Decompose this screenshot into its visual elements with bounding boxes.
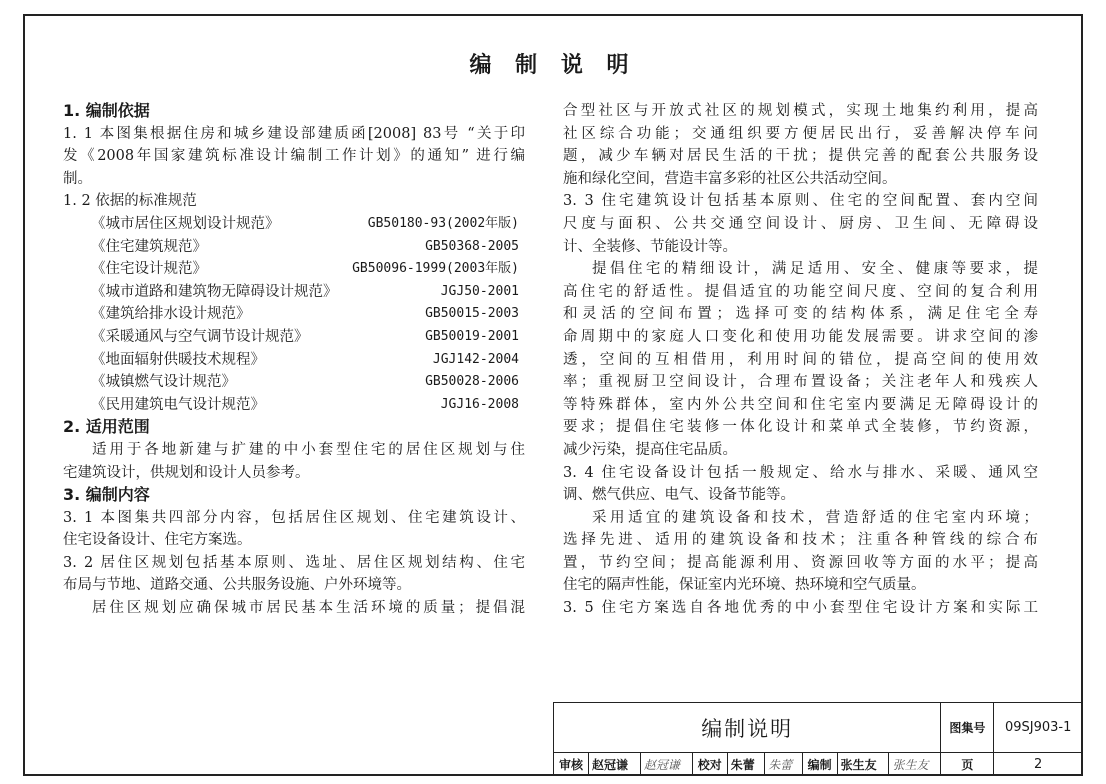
section-heading-3: 3. 编制内容 — [63, 485, 150, 505]
paragraph-line: 宅建筑设计，供规划和设计人员参考。 — [63, 464, 310, 481]
paragraph-line: 适用于各地新建与扩建的中小套型住宅的居住区规划与住 — [92, 441, 525, 458]
title-block — [553, 702, 1083, 776]
paragraph-line: 居住区规划应确保城市居民基本生活环境的质量；提倡混 — [92, 600, 525, 617]
check-label: 校对 — [692, 753, 727, 776]
paragraph-line: 1. 1 本图集根据住房和城乡建设部建质函[2008] 83号 “关于印 — [63, 125, 525, 142]
paragraph-line: 合型社区与开放式社区的规划模式，实现土地集约利用，提高 — [563, 103, 1038, 119]
checker-name: 朱蕾 — [727, 753, 764, 776]
paragraph-line: 制。 — [63, 170, 92, 187]
paragraph-line: 尺度与面积、公共交通空间设计、厨房、卫生间、无障碍设 — [563, 215, 1038, 232]
reviewer-name: 赵冠谦 — [589, 753, 641, 776]
standard-code: JGJ50-2001 — [440, 283, 519, 299]
left-column — [63, 100, 525, 620]
standard-name: 《采暖通风与空气调节设计规范》 — [91, 328, 309, 345]
paragraph-line: 提倡住宅的精细设计，满足适用、安全、健康等要求，提 — [592, 261, 1038, 278]
standard-name: 《城镇燃气设计规范》 — [91, 374, 236, 391]
paragraph-line: 要求；提倡住宅装修一体化设计和菜单式全装修，节约资源， — [563, 419, 1038, 436]
standard-code: JGJ16-2008 — [440, 396, 519, 412]
right-column — [563, 100, 1038, 620]
page-number: 2 — [994, 753, 1083, 776]
paragraph-line: 高住宅的舒适性。提倡适宜的功能空间尺度、空间的复合利用 — [563, 283, 1038, 300]
paragraph-line: 施和绿化空间，营造丰富多彩的社区公共活动空间。 — [563, 170, 897, 187]
standard-name: 《建筑给排水设计规范》 — [91, 306, 251, 323]
paragraph-line: 调、燃气供应、电气、设备节能等。 — [563, 487, 795, 504]
paragraph-line: 置，节约空间；提高能源利用、资源回收等方面的水平；提高 — [563, 554, 1038, 571]
design-label: 编制 — [802, 753, 837, 776]
paragraph-line: 住宅设备设计、住宅方案选。 — [63, 532, 252, 549]
standard-code: GB50180-93(2002年版) — [367, 215, 519, 231]
standard-name: 《住宅设计规范》 — [91, 261, 207, 278]
paragraph-line: 等特殊群体，室内外公共空间和住宅室内要满足无障碍设计的 — [563, 396, 1038, 413]
standard-code: GB50019-2001 — [425, 328, 519, 344]
paragraph-line: 选择先进、适用的建筑设备和技术；注重各种管线的综合布 — [563, 532, 1038, 549]
paragraph-line: 3. 5 住宅方案选自各地优秀的中小套型住宅设计方案和实际工 — [563, 600, 1038, 617]
standard-row — [63, 281, 525, 304]
paragraph-line: 计、全装修、节能设计等。 — [563, 238, 737, 255]
standard-row — [63, 371, 525, 394]
reviewer-signature: 赵冠谦 — [640, 753, 692, 776]
standard-name: 《城市道路和建筑物无障碍设计规范》 — [91, 283, 338, 300]
paragraph-line: 3. 4 住宅设备设计包括一般规定、给水与排水、采暖、通风空 — [563, 464, 1038, 481]
atlas-number-label: 图集号 — [941, 703, 994, 753]
checker-signature: 朱蕾 — [765, 753, 802, 776]
page-title: 编 制 说 明 — [469, 52, 637, 78]
page-label: 页 — [941, 753, 994, 776]
standard-row — [63, 236, 525, 259]
standard-row — [63, 303, 525, 326]
paragraph-line: 3. 2 居住区规划包括基本原则、选址、居住区规划结构、住宅 — [63, 554, 525, 571]
paragraph-line: 住宅的隔声性能，保证室内光环境、热环境和空气质量。 — [563, 577, 926, 594]
paragraph-line: 布局与节地、道路交通、公共服务设施、户外环境等。 — [63, 577, 411, 594]
standard-code: GB50015-2003 — [425, 306, 519, 322]
standard-name: 《民用建筑电气设计规范》 — [91, 396, 265, 413]
paragraph-line: 和灵活的空间布置；选择可变的结构体系，满足住宅全寿 — [563, 306, 1038, 323]
standard-name: 《住宅建筑规范》 — [91, 238, 207, 255]
standard-code: GB50028-2006 — [425, 374, 519, 390]
paragraph-line: 发《2008年国家建筑标准设计编制工作计划》的通知” 进行编 — [63, 148, 525, 165]
standard-name: 《地面辐射供暖技术规程》 — [91, 351, 265, 368]
standard-code: JGJ142-2004 — [432, 351, 519, 367]
standard-row — [63, 213, 525, 236]
title-block-title: 编制说明 — [554, 703, 941, 753]
standard-row — [63, 349, 525, 372]
paragraph-line: 减少污染，提高住宅品质。 — [563, 441, 737, 458]
designer-signature: 张生友 — [889, 753, 941, 776]
paragraph-line: 采用适宜的建筑设备和技术，营造舒适的住宅室内环境； — [592, 509, 1038, 526]
paragraph-line: 题，减少车辆对居民生活的干扰；提供完善的配套公共服务设 — [563, 148, 1038, 165]
standard-row — [63, 394, 525, 417]
atlas-number: 09SJ903-1 — [994, 703, 1083, 753]
designer-name: 张生友 — [837, 753, 889, 776]
subsection-heading: 1. 2 依据的标准规范 — [63, 193, 197, 210]
standard-code: GB50368-2005 — [425, 238, 519, 254]
paragraph-line: 命周期中的家庭人口变化和使用功能发展需要。讲求空间的渗 — [563, 328, 1038, 345]
standard-row — [63, 326, 525, 349]
review-label: 审核 — [554, 753, 589, 776]
paragraph-line: 率；重视厨卫空间设计，合理布置设备；关注老年人和残疾人 — [563, 374, 1038, 391]
standard-name: 《城市居住区规划设计规范》 — [91, 215, 280, 232]
paragraph-line: 3. 3 住宅建筑设计包括基本原则、住宅的空间配置、套内空间 — [563, 193, 1038, 210]
standard-code: GB50096-1999(2003年版) — [352, 261, 519, 277]
section-heading-2: 2. 适用范围 — [63, 417, 150, 437]
paragraph-line: 透，空间的互相借用，利用时间的错位，提高空间的使用效 — [563, 351, 1038, 368]
paragraph-line: 3. 1 本图集共四部分内容，包括居住区规划、住宅建筑设计、 — [63, 509, 525, 526]
section-heading-1: 1. 编制依据 — [63, 101, 150, 120]
standard-row — [63, 258, 525, 281]
paragraph-line: 社区综合功能；交通组织要方便居民出行，妥善解决停车问 — [563, 125, 1038, 142]
